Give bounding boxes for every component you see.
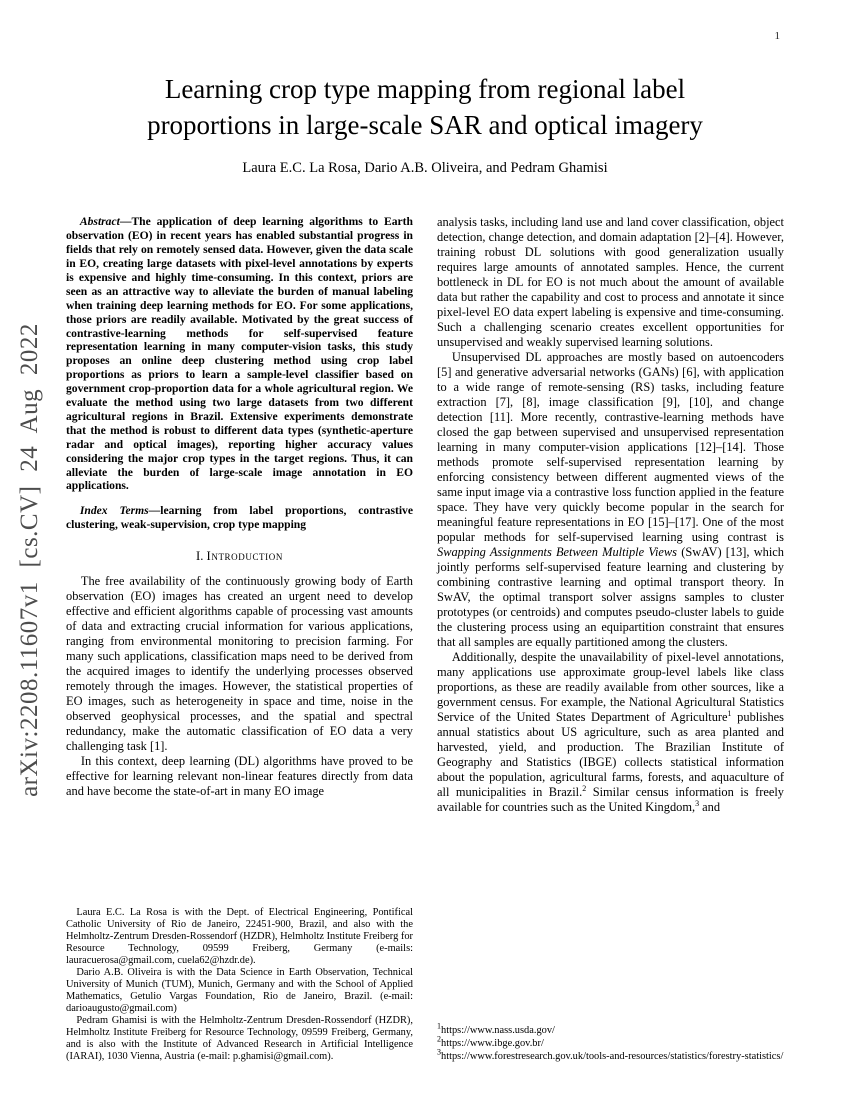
page-footnotes (437, 1017, 784, 1063)
footnote-ref-2[interactable]: 2 (582, 784, 587, 794)
authors-line: Laura E.C. La Rosa, Dario A.B. Oliveira, and Pedram Ghamisi (242, 160, 608, 177)
abstract-text: —The application of deep learning algorithms to Earth observation (EO) in recent years has enabled substantial progress in fields that rely on remotely sensed data. However, given the data scale in EO, creating large datasets with pixel-level annotations by experts is expensive and highly time-consuming. In this context, priors are seen as an attractive way to alleviate the burden of manual labeling when training deep learning methods for EO. For some applications, those priors are readily available. Motivated by the great success of contrastive-learning methods for self-supervised feature representation learning in many computer-vision tasks, this study proposes an online deep clustering method using crop label proportions as priors to learn a sample-level classifier based on government crop-proportion data for a whole agricultural region. We evaluate the method using two large datasets from two different agricultural regions in Brazil. Extensive experiments demonstrate that the method is robust to different data types (synthetic-aperture radar and optical images), reporting higher accuracy values considering the major crop types in the target regions. Thus, it can alleviate the burden of large-scale image annotation in EO applications. (66, 215, 413, 493)
footnote-ref-3[interactable]: 3 (695, 799, 700, 809)
arxiv-watermark: arXiv:2208.11607v1 [cs.CV] 24 Aug 2022 (16, 323, 43, 797)
body-paragraph-additionally (437, 650, 784, 815)
paper-header (66, 72, 784, 177)
author-note-la-rosa: Laura E.C. La Rosa is with the Dept. of Electrical Engineering, Pontifical Catholic University of Rio de Janeiro, 22451-900, Brazil, and also with the Helmholtz-Zentrum Dresden-Rossendorf (HZDR), Helmholtz Institute Freiberg for Resource Technology, 09599 Freiberg, Germany (e-mails: lauracuerosa@gmail.com, cuela62@hzdr.de). (66, 907, 413, 967)
footnote-2-url[interactable]: https://www.ibge.gov.br/ (441, 1038, 544, 1050)
paragraph-text: publishes annual statistics about US agriculture, such as area planted and harvested, yield, and production. The Brazilian Institute of Geography and Statistics (IBGE) collects statistical information about the population, agricultural farms, forests, and aquaculture of all municipalities in Brazil. (437, 710, 784, 800)
paragraph-text: Similar census information is freely available for countries such as the United Kingdom, (437, 785, 784, 815)
left-column (66, 215, 413, 1063)
body-paragraph-continuation: analysis tasks, including land use and land cover classification, object detection, change detection, and domain adaptation [2]–[4]. However, training robust DL solutions with good generalization usually requires large amounts of annotated samples. Hence, the current bottleneck in DL for EO is not much about the amount of available data but rather the capability and cost to process and annotate it since pixel-level EO data expert labeling is expensive and time-consuming. Such a challenging scenario creates excellent opportunities for unsupervised and weakly supervised learning solutions. (437, 215, 784, 350)
index-terms-lead: Index Terms (79, 504, 149, 518)
swav-italic-phrase: Swapping Assignments Between Multiple Views (437, 545, 677, 560)
index-terms-paragraph (66, 504, 413, 532)
footnote-ref-1[interactable]: 1 (727, 709, 732, 719)
paragraph-text: and (699, 800, 721, 815)
footnote-2 (437, 1034, 784, 1051)
author-note-ghamisi: Pedram Ghamisi is with the Helmholtz-Zentrum Dresden-Rossendorf (HZDR), Helmholtz Institute Freiberg for Resource Technology, 09599 Freiberg, Germany, and is also with the Institute of Advanced Research in Artificial Intelligence (IARAI), 1030 Vienna, Austria (e-mail: p.ghamisi@gmail.com). (66, 1015, 413, 1063)
paper-title-line1: Learning crop type mapping from regional label (164, 74, 686, 104)
author-note-oliveira: Dario A.B. Oliveira is with the Data Science in Earth Observation, Technical University of Munich (TUM), Munich, Germany and with the School of Applied Mathematics, Getulio Vargas Foundation, Rio de Janeiro, Brazil. (e-mail: darioaugusto@gmail.com) (66, 967, 413, 1015)
footnote-1-marker: 1 (437, 1022, 441, 1031)
abstract-lead: Abstract (79, 215, 120, 229)
footnote-2-marker: 2 (437, 1034, 441, 1044)
right-column (437, 215, 784, 1063)
paper-title-line2: proportions in large-scale SAR and optical imagery (147, 109, 703, 140)
section-heading-introduction (66, 549, 413, 564)
footnote-3 (437, 1047, 784, 1064)
two-column-body (66, 215, 784, 1063)
index-terms-text: —learning from label proportions, contrastive clustering, weak-supervision, crop type mapping (66, 504, 413, 532)
paragraph-text: Unsupervised DL approaches are mostly based on autoencoders [5] and generative adversarial networks (GANs) [6], with application to a wide range of remote-sensing (RS) tasks, including feature extraction [7], [8], image classification [9], [10], and change detection [11]. More recently, contrastive-learning methods have closed the gap between supervised and unsupervised representation learning in many computer-vision applications [12]–[14]. Those methods promote self-supervised representation learning by enforcing consistency between different augmented views of the same input image via a contrastive loss function applied in the feature space. They have very quickly become popular in the search for meaningful feature representations in EO [15]–[17]. One of the most popular methods for self-supervised learning using contrast is (437, 350, 784, 545)
section-title: Introduction (206, 549, 283, 564)
intro-paragraph-2: In this context, deep learning (DL) algorithms have proved to be effective for learning relevant non-linear features directly from data and have become the state-of-art in many EO image (66, 754, 413, 799)
paper-title (66, 72, 784, 143)
intro-paragraph-1: The free availability of the continuously growing body of Earth observation (EO) images has created an urgent need to develop effective and efficient algorithms capable of processing vast amounts of data and extracting crucial information for various applications, ranging from environmental monitoring to precision farming. For many such applications, classification maps need to be derived from the acquired images to identify the underlying processes observed remotely through the images. However, the statistical properties of EO images, such as heterogeneity in space and time, noise in the observed geophysical processes, and the spatial and spectral redundancy, make the automatic classification of EO data a very challenging task [1]. (66, 574, 413, 754)
page-number: 1 (774, 30, 780, 42)
body-paragraph-unsupervised (437, 350, 784, 650)
abstract-paragraph (66, 215, 413, 493)
section-number: I. (196, 549, 204, 564)
footnote-1 (437, 1022, 784, 1038)
footnote-3-marker: 3 (437, 1047, 441, 1057)
author-affiliation-notes (66, 899, 413, 1063)
paragraph-text: (SwAV) [13], which jointly performs self-supervised feature learning and clustering by combining contrastive learning and optimal transport theory. In SwAV, the optimal transport solver assigns samples to cluster prototypes (or centroids) and computes pseudo-cluster labels to guide the clustering process using an equipartition constraint that ensures that all samples are equally partitioned among the clusters. (437, 545, 784, 650)
footnote-1-url[interactable]: https://www.nass.usda.gov/ (441, 1025, 555, 1037)
paragraph-text: Additionally, despite the unavailability of pixel-level annotations, many applications use approximate group-level labels like class proportions, as these are readily available from other sources, like a government census. For example, the National Agricultural Statistics Service of the United States Department of Agriculture (437, 650, 784, 725)
footnote-3-url[interactable]: https://www.forestresearch.gov.uk/tools-and-resources/statistics/forestry-statistics/ (441, 1050, 784, 1062)
